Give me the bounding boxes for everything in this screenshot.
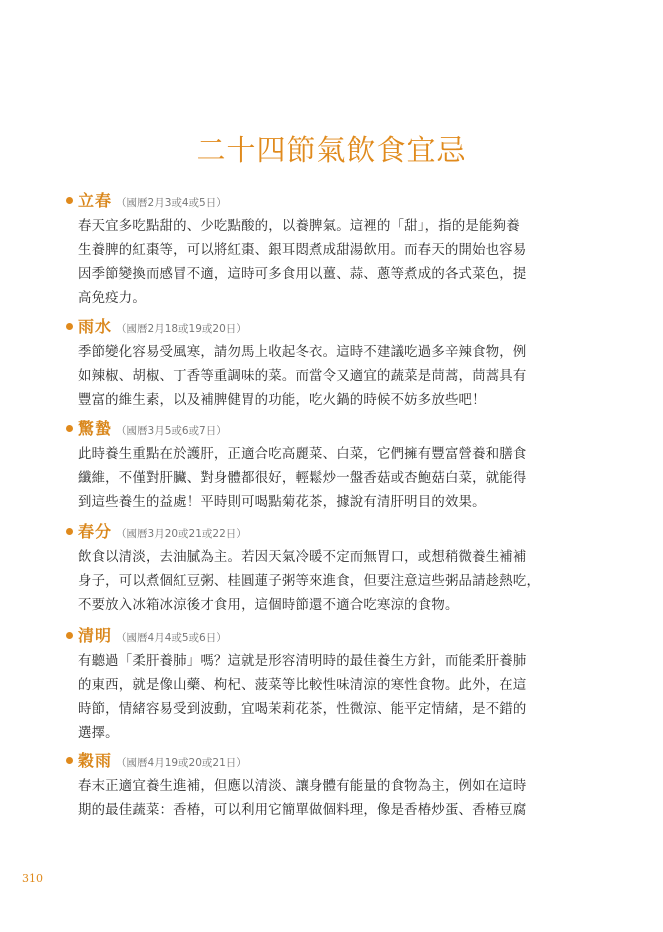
section-name: 清明 [78, 626, 113, 645]
section-body [78, 443, 583, 515]
body-line: 選擇。 [78, 726, 119, 741]
bullet-icon [66, 425, 73, 432]
section-body [78, 215, 583, 311]
body-line: 身子，可以煮個紅豆粥、桂圓蓮子粥等來進食，但要注意這些粥品請趁熱吃， [78, 574, 541, 589]
section-chunfen [78, 519, 583, 618]
body-line: 有聽過「柔肝養肺」嗎？這就是形容清明時的最佳養生方針，而能柔肝養肺 [78, 654, 527, 669]
body-line: 春天宜多吃點甜的、少吃點酸的，以養脾氣。這裡的「甜」，指的是能夠養 [78, 219, 520, 234]
body-line: 因季節變換而感冒不適，這時可多食用以薑、蒜、蔥等煮成的各式菜色，提 [78, 267, 527, 282]
section-date: （國曆4月4或5或6日） [116, 632, 227, 644]
section-yushui [78, 314, 583, 413]
body-line: 的東西，就是像山藥、枸杞、菠菜等比較性味清涼的寒性食物。此外，在這 [78, 678, 527, 693]
bullet-icon [66, 632, 73, 639]
body-line: 如辣椒、胡椒、丁香等重調味的菜。而當令又適宜的蔬菜是茼蒿，茼蒿具有 [78, 369, 527, 384]
section-header [66, 623, 583, 645]
body-line: 到這些養生的益處！平時則可喝點菊花茶，據說有清肝明目的效果。 [78, 495, 486, 510]
bullet-icon [66, 757, 73, 764]
section-date: （國曆3月5或6或7日） [116, 425, 227, 437]
section-name: 春分 [78, 522, 113, 541]
body-line: 期的最佳蔬菜：香椿，可以利用它簡單做個料理，像是香椿炒蛋、香椿豆腐 [78, 803, 527, 818]
body-line: 時節，情緒容易受到波動，宜喝茉莉花茶，性微涼、能平定情緒，是不錯的 [78, 702, 527, 717]
section-header [66, 748, 583, 770]
page-number: 310 [22, 872, 43, 885]
section-body [78, 650, 583, 746]
section-qingming [78, 623, 583, 746]
body-line: 豐富的維生素，以及補脾健胃的功能，吃火鍋的時候不妨多放些吧！ [78, 393, 486, 408]
bullet-icon [66, 323, 73, 330]
section-date: （國曆4月19或20或21日） [116, 757, 247, 769]
section-body [78, 341, 583, 413]
bullet-icon [66, 528, 73, 535]
body-line: 生養脾的紅棗等，可以將紅棗、銀耳悶煮成甜湯飲用。而春天的開始也容易 [78, 243, 527, 258]
section-name: 立春 [78, 191, 113, 210]
body-line: 季節變化容易受風寒，請勿馬上收起冬衣。這時不建議吃過多辛辣食物，例 [78, 345, 527, 360]
section-jingzhe [78, 416, 583, 515]
section-header [66, 519, 583, 541]
body-line: 春末正適宜養生進補，但應以清淡、讓身體有能量的食物為主，例如在這時 [78, 779, 527, 794]
section-name: 雨水 [78, 317, 113, 336]
section-header [66, 416, 583, 438]
section-date: （國曆3月20或21或22日） [116, 528, 247, 540]
section-guyu [78, 748, 583, 823]
section-header [66, 314, 583, 336]
bullet-icon [66, 197, 73, 204]
body-line: 不要放入冰箱冰涼後才食用，這個時節還不適合吃寒涼的食物。 [78, 598, 459, 613]
section-date: （國曆2月18或19或20日） [116, 323, 247, 335]
page-title: 二十四節氣飲食宜忌 [196, 133, 467, 167]
section-name: 穀雨 [78, 751, 113, 770]
section-header [66, 188, 583, 210]
body-line: 纖維，不僅對肝臟、對身體都很好，輕鬆炒一盤香菇或杏鮑菇白菜，就能得 [78, 471, 527, 486]
section-name: 驚蟄 [78, 419, 113, 438]
body-line: 飲食以清淡，去油膩為主。若因天氣冷暖不定而無胃口，或想稍微養生補補 [78, 550, 527, 565]
body-line: 此時養生重點在於護肝，正適合吃高麗菜、白菜，它們擁有豐富營養和膳食 [78, 447, 527, 462]
section-date: （國曆2月3或4或5日） [116, 197, 227, 209]
section-lichun [78, 188, 583, 311]
body-line: 高免疫力。 [78, 291, 146, 306]
section-body [78, 775, 583, 823]
section-body [78, 546, 583, 618]
